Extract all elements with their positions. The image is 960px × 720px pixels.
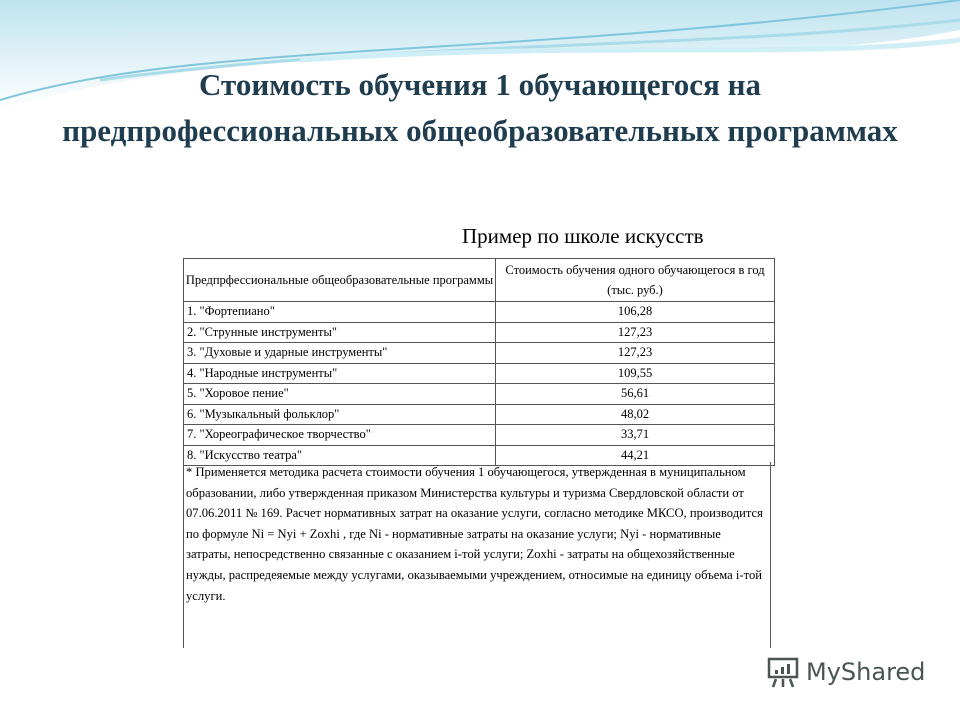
cost-value: 48,02 — [496, 404, 775, 425]
program-name: 2. "Струнные инструменты" — [184, 322, 496, 343]
table-row — [184, 384, 775, 405]
table-row — [184, 363, 775, 384]
presentation-board-icon — [766, 655, 800, 689]
program-name: 6. "Музыкальный фольклор" — [184, 404, 496, 425]
table-row — [184, 343, 775, 364]
cost-value: 56,61 — [496, 384, 775, 405]
cost-value: 127,23 — [496, 343, 775, 364]
footnote: * Применяется методика расчета стоимости обучения 1 обучающегося, утвержденная в муниципальном образовании, либо утвержденная приказом Министерства культуры и туризма Свердловской области от 07.06.2011 № 169. Расчет нормативных затрат на оказание услуги, согласно методике МКСО, производится по формуле Ni = Nyi + Zoxhi , где Ni - нормативные затраты на оказание услуги; Nyi - нормативные затраты, непосредственно связанные с оказанием i-той услуги; Zoxhi - затраты на общехозяйственные нужды, распредеяемые между услугами, оказываемыми учреждением, относимые на единицу объема i-той услуги. — [183, 462, 771, 648]
program-name: 4. "Народные инструменты" — [184, 363, 496, 384]
watermark-text: MyShared — [806, 658, 926, 686]
table-row — [184, 404, 775, 425]
column-header-cost: Стоимость обучения одного обучающегося в год (тыс. руб.) — [496, 259, 775, 302]
program-name: 1. "Фортепиано" — [184, 302, 496, 323]
slide-subtitle: Пример по школе искусств — [462, 224, 704, 248]
program-name: 3. "Духовые и ударные инструменты" — [184, 343, 496, 364]
cost-value: 44,21 — [496, 445, 775, 466]
table-header-row — [184, 259, 775, 302]
table-row — [184, 425, 775, 446]
column-header-program: Предпрфессиональные общеобразовательные программы — [184, 259, 496, 302]
cost-table — [183, 258, 775, 466]
program-name: 8. "Искусство театра" — [184, 445, 496, 466]
table-row — [184, 302, 775, 323]
table-row — [184, 322, 775, 343]
slide-title: Стоимость обучения 1 обучающегося на предпрофессиональных общеобразовательных программах — [62, 67, 898, 148]
cost-value: 33,71 — [496, 425, 775, 446]
program-name: 7. "Хореографическое творчество" — [184, 425, 496, 446]
cost-value: 127,23 — [496, 322, 775, 343]
program-name: 5. "Хоровое пение" — [184, 384, 496, 405]
cost-value: 106,28 — [496, 302, 775, 323]
myshared-watermark — [766, 655, 925, 689]
cost-value: 109,55 — [496, 363, 775, 384]
